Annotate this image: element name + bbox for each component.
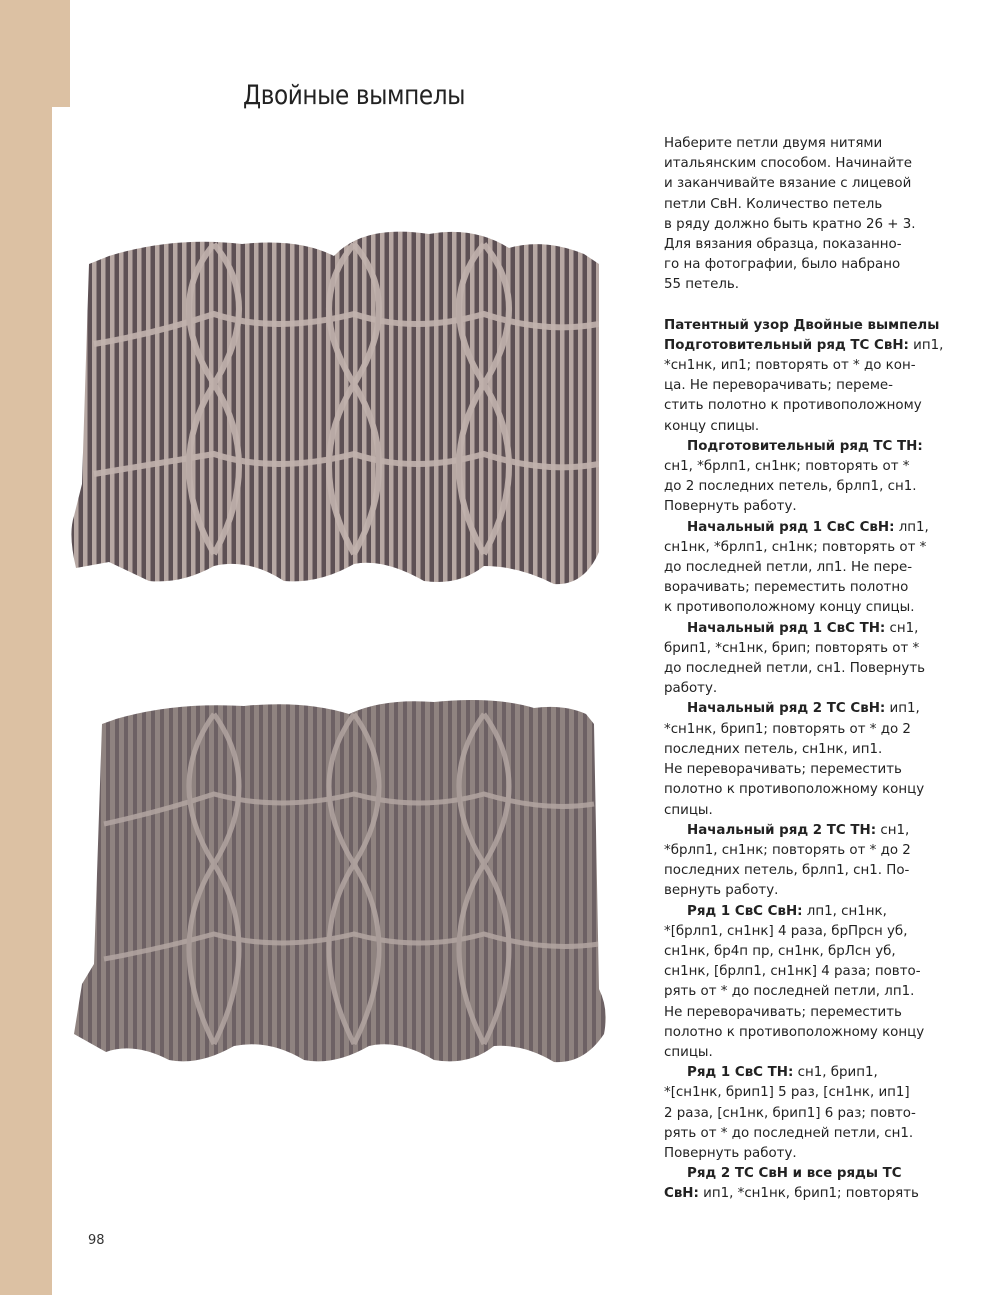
row-text: рять от * до последней петли, лп1. [664,984,915,1000]
row-text: *брлп1, сн1нк; повторять от * до 2 [664,842,911,858]
row-text: последних петель, сн1нк, ип1. [664,741,883,757]
row-text: сн1, брип1, [793,1065,878,1081]
row-text: Повернуть работу. [664,1145,797,1161]
row-text: *[брлп1, сн1нк] 4 раза, брПрсн уб, [664,923,908,939]
row-instruction [664,619,954,700]
intro-line: Наберите петли двумя нитями [664,136,883,151]
row-label: Ряд 1 СвС СвН: [687,903,803,919]
decorative-corner-block [0,0,70,107]
swatch-photo-top [64,224,634,614]
row-instruction [664,1063,954,1164]
row-text: рять от * до последней петли, сн1. [664,1125,914,1141]
decorative-side-band [0,0,52,1295]
row-text: ип1, [885,701,920,717]
row-label: Ряд 2 ТС СвН и все ряды ТС [687,1166,902,1182]
row-text: Не переворачивать; переместить [664,1004,902,1020]
knit-fabric-bottom [64,694,634,1094]
row-text: лп1, сн1нк, [802,903,887,919]
row-label: Подготовительный ряд ТС СвН: [664,337,909,353]
row-text: спицы. [664,1044,713,1060]
row-text: до последней петли, сн1. Повернуть [664,661,926,677]
row-label: СвН: [664,1186,699,1202]
pattern-title: Патентный узор Двойные вымпелы [664,317,940,333]
row-instruction [664,518,954,619]
intro-line: в ряду должно быть кратно 26 + 3. [664,216,916,232]
row-text: сн1нк, *брлп1, сн1нк; повторять от * [664,539,927,555]
row-label: Подготовительный ряд ТС ТН: [687,438,923,454]
swatch-photo-bottom [64,694,634,1094]
row-text: полотно к противоположному концу [664,782,925,798]
instructions-column [664,134,954,1205]
row-text: спицы. [664,802,713,818]
row-instruction [664,902,954,1064]
intro-line: Для вязания образца, показанно- [664,237,902,253]
row-instruction [664,437,954,518]
page-number: 98 [88,1233,105,1248]
page-title: Двойные вымпелы [243,80,466,111]
row-text: Повернуть работу. [664,499,797,515]
row-text: *[сн1нк, брип1] 5 раз, [сн1нк, ип1] [664,1085,910,1101]
row-label: Начальный ряд 2 ТС ТН: [687,822,877,838]
row-text: концу спицы. [664,418,760,434]
row-text: ворачивать; переместить полотно [664,580,909,596]
row-text: последних петель, брлп1, сн1. По- [664,863,910,879]
row-text: полотно к противоположному концу [664,1024,925,1040]
row-text: стить полотно к противоположному [664,398,922,414]
row-text: ип1, *сн1нк, брип1; повторять [698,1186,919,1202]
row-text: Не переворачивать; переместить [664,762,902,778]
intro-line: и заканчивайте вязание с лицевой [664,176,912,192]
row-text: брип1, *сн1нк, брип; повторять от * [664,640,920,656]
intro-line: 55 петель. [664,277,740,293]
row-text: вернуть работу. [664,883,779,899]
intro-paragraph [664,134,954,296]
row-instruction [664,336,954,437]
row-instruction [664,699,954,820]
row-text: *сн1нк, брип1; повторять от * до 2 [664,721,911,737]
row-text: *сн1нк, ип1; повторять от * до кон- [664,358,916,374]
row-text: сн1, *брлп1, сн1нк; повторять от * [664,459,910,475]
intro-line: го на фотографии, было набрано [664,257,901,273]
row-text: сн1нк, бр4п пр, сн1нк, брЛсн уб, [664,943,896,959]
row-text: к противоположному концу спицы. [664,600,915,616]
row-text: работу. [664,681,718,697]
row-text: 2 раза, [сн1нк, брип1] 6 раз; повто- [664,1105,916,1121]
row-label: Начальный ряд 2 ТС СвН: [687,701,886,717]
intro-line: петли СвН. Количество петель [664,196,883,212]
row-text: ип1, [908,337,944,353]
row-text: сн1, [885,620,919,636]
row-text: сн1нк, [брлп1, сн1нк] 4 раза; повто- [664,964,921,980]
row-label: Начальный ряд 1 СвС СвН: [687,519,895,535]
row-instruction [664,821,954,902]
row-text: сн1, [876,822,910,838]
row-text: до последней петли, лп1. Не пере- [664,560,913,576]
row-label: Начальный ряд 1 СвС ТН: [687,620,886,636]
knit-fabric-top [64,224,634,614]
row-text: лп1, [894,519,929,535]
intro-line: итальянским способом. Начинайте [664,156,913,172]
row-text: до 2 последних петель, брлп1, сн1. [664,479,917,495]
row-instruction [664,1164,954,1204]
row-text: ца. Не переворачивать; переме- [664,378,893,394]
row-label: Ряд 1 СвС ТН: [687,1065,794,1081]
